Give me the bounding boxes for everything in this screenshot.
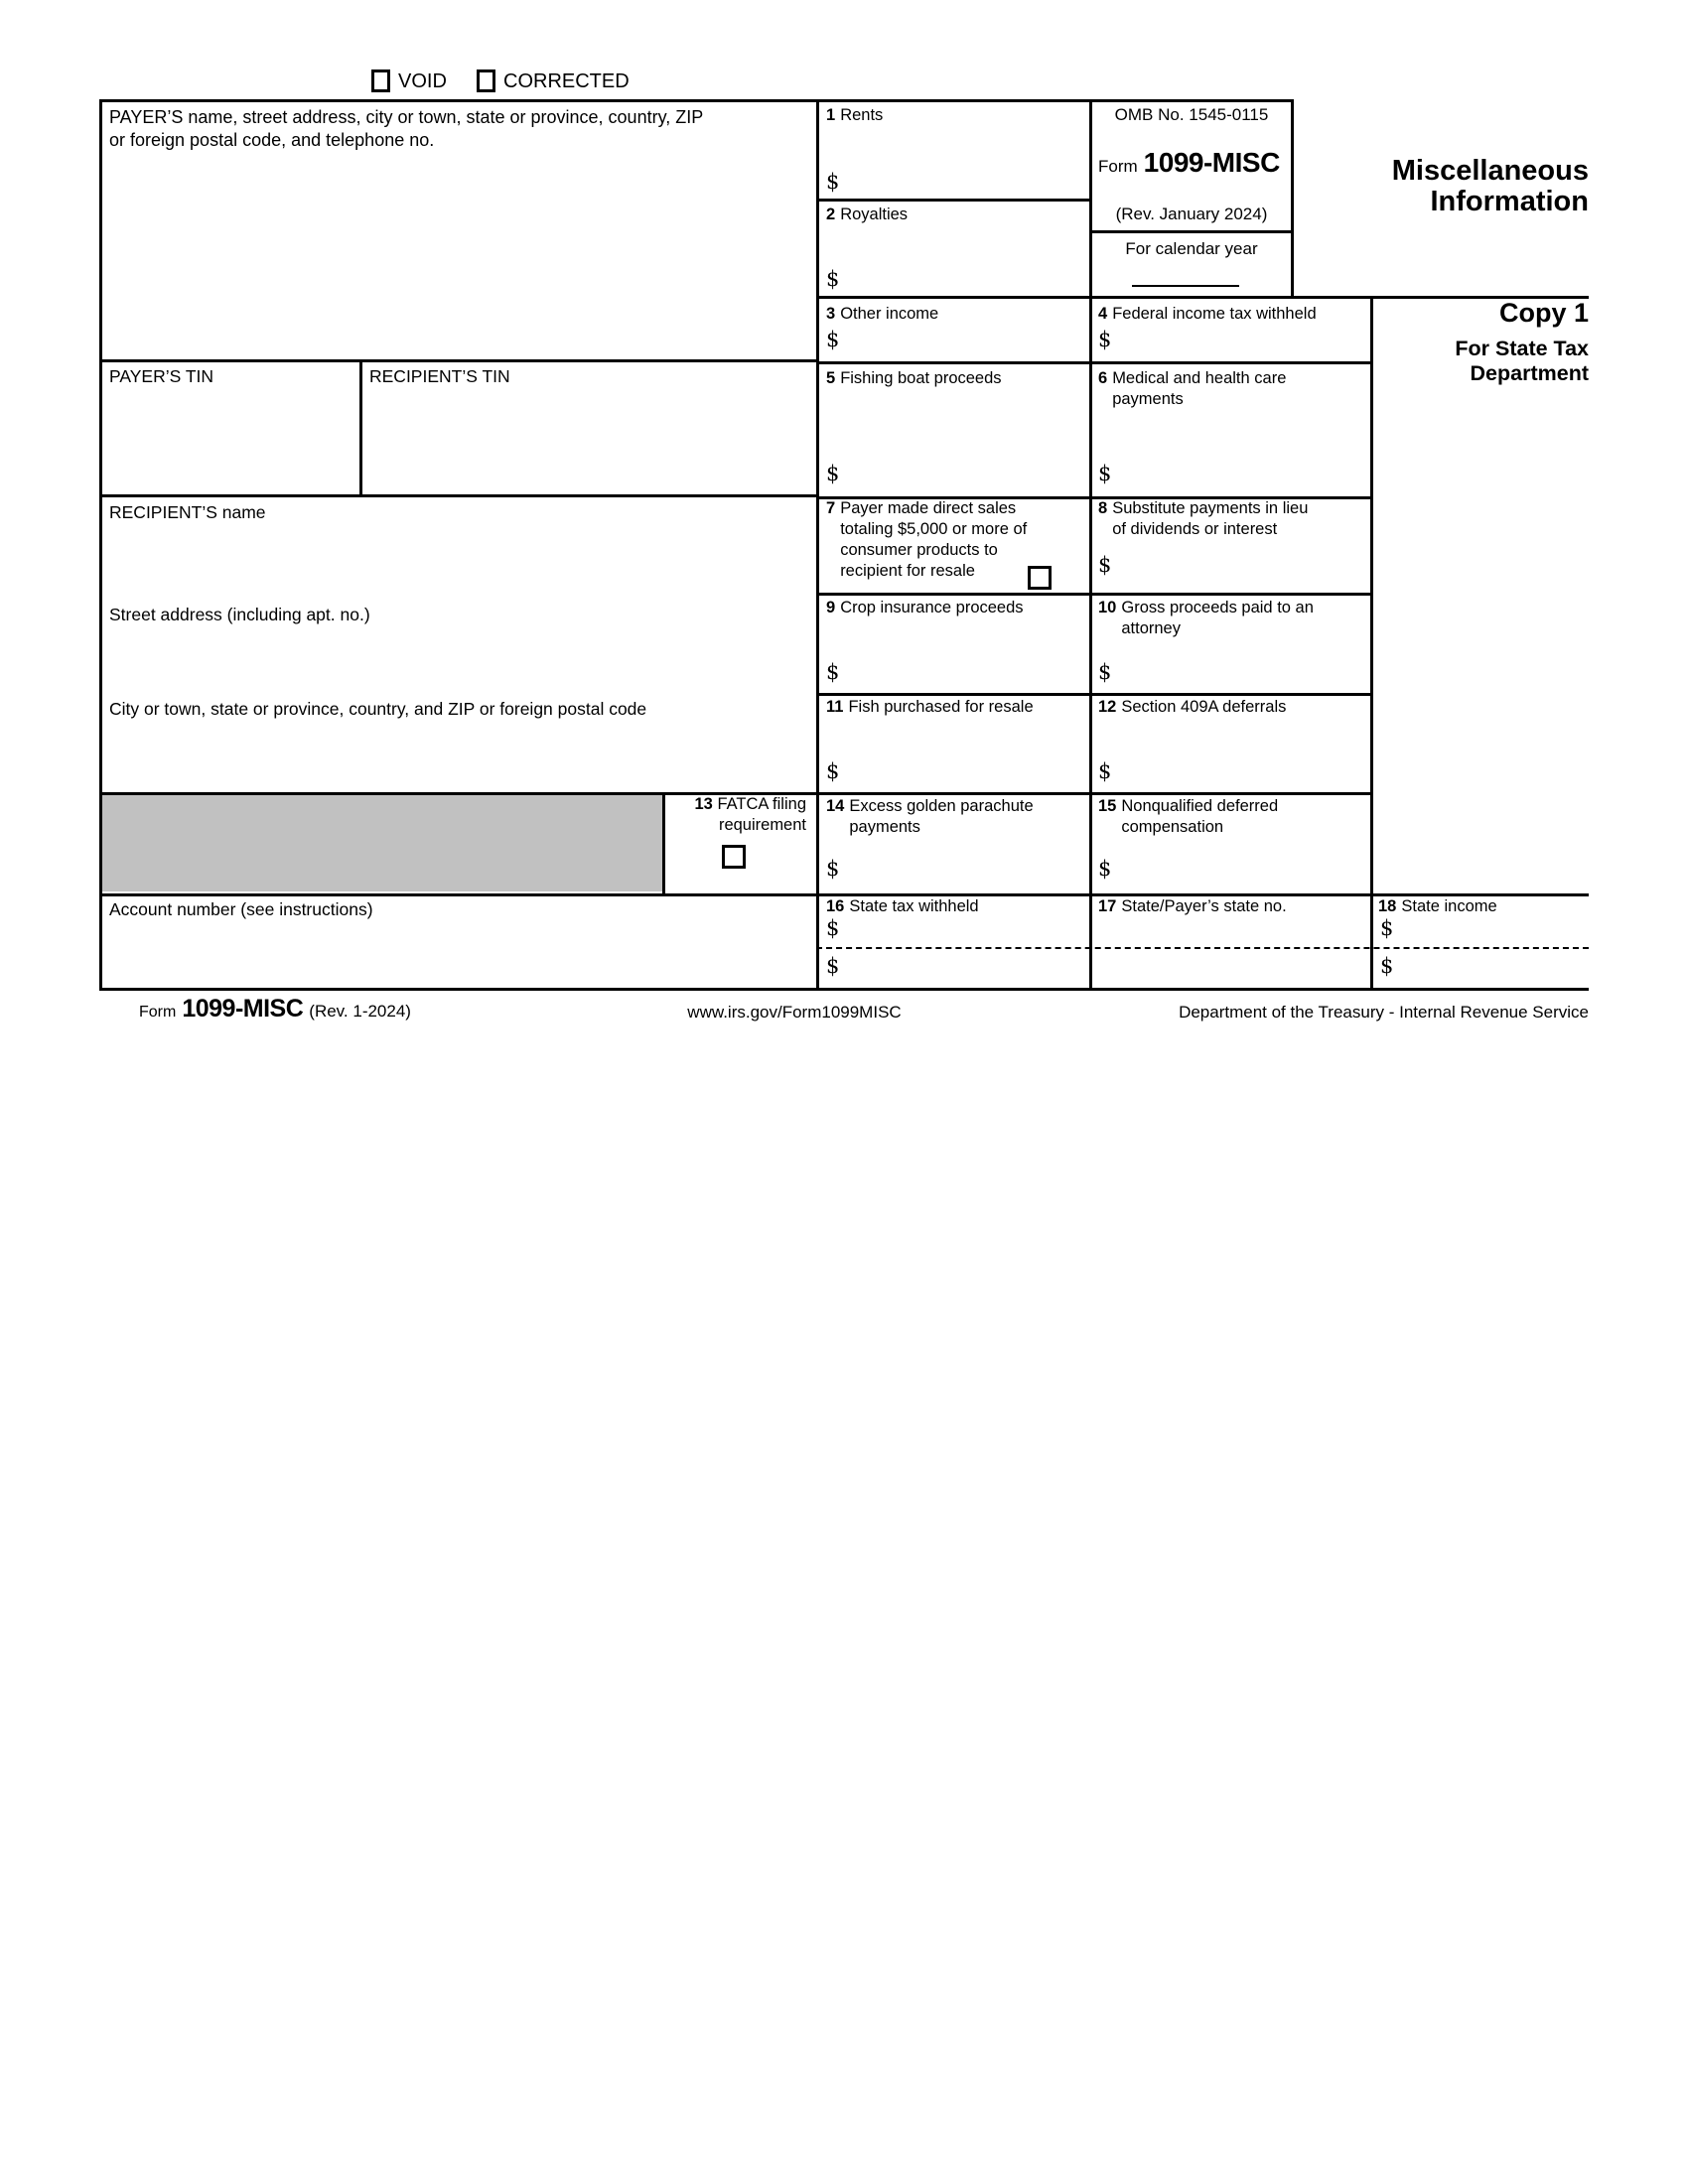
copy-audience-line1: For State Tax	[1455, 337, 1589, 360]
box-12-label: 12 Section 409A deferrals	[1098, 698, 1287, 716]
box-12-dollar-sign: $	[1098, 759, 1112, 783]
grid-line	[1370, 296, 1373, 991]
box-9-dollar-sign: $	[826, 660, 840, 684]
grid-line	[1089, 230, 1294, 233]
box-8-label: 8 Substitute payments in lieu of dividends or interest	[1098, 499, 1309, 538]
form-number-block	[1098, 147, 1280, 179]
box-18-dollar-sign-1: $	[1380, 916, 1394, 940]
payer-info-label: PAYER’S name, street address, city or town, state or province, country, ZIP or foreign postal code, and telephone no.	[109, 107, 703, 150]
copy-label: Copy 1	[1498, 298, 1589, 328]
recipient-name-label: RECIPIENT’S name	[109, 502, 266, 522]
box-11-label: 11 Fish purchased for resale	[826, 698, 1034, 716]
grid-line	[1291, 99, 1294, 299]
calendar-year-label: For calendar year	[1125, 239, 1258, 258]
state-row-dashed-line	[816, 947, 1589, 949]
box-10-dollar-sign: $	[1098, 660, 1112, 684]
corrected-checkbox[interactable]	[477, 69, 495, 92]
grid-line	[816, 693, 1373, 696]
revision-label: (Rev. January 2024)	[1115, 205, 1268, 223]
grid-line	[359, 359, 362, 497]
box-10-label: 10 Gross proceeds paid to an attorney	[1098, 599, 1314, 637]
city-label: City or town, state or province, country, and ZIP or foreign postal code	[109, 699, 647, 719]
footer-department: Department of the Treasury - Internal Revenue Service	[1179, 1003, 1589, 1022]
omb-number: OMB No. 1545-0115	[1114, 105, 1269, 124]
grid-line	[816, 361, 1373, 364]
street-address-label: Street address (including apt. no.)	[109, 605, 370, 624]
box-16-dollar-sign-2: $	[826, 954, 840, 978]
box-14-dollar-sign: $	[826, 857, 840, 881]
payer-tin-label: PAYER’S TIN	[109, 366, 214, 386]
box-16-label: 16 State tax withheld	[826, 897, 979, 915]
box-9-label: 9 Crop insurance proceeds	[826, 599, 1024, 616]
box-3-label: 3 Other income	[826, 305, 939, 323]
box-16-dollar-sign-1: $	[826, 916, 840, 940]
corrected-label: CORRECTED	[503, 70, 630, 92]
box-6-label: 6 Medical and health care payments	[1098, 369, 1287, 408]
box-7-label: 7 Payer made direct sales totaling $5,000 or more of consumer products to recipient for resale	[826, 499, 1028, 580]
recipient-tin-label: RECIPIENT’S TIN	[369, 366, 510, 386]
box-11-dollar-sign: $	[826, 759, 840, 783]
box-4-dollar-sign: $	[1098, 328, 1112, 351]
box-1-dollar-sign: $	[826, 170, 840, 194]
calendar-year-blank[interactable]	[1132, 285, 1239, 287]
grid-line	[816, 199, 1092, 202]
box-7-direct-sales-checkbox[interactable]	[1028, 566, 1052, 590]
form-number: 1099-MISC	[1143, 147, 1280, 178]
box-3-dollar-sign: $	[826, 328, 840, 351]
account-number-label: Account number (see instructions)	[109, 899, 373, 919]
box-15-dollar-sign: $	[1098, 857, 1112, 881]
grid-line	[99, 99, 102, 991]
box-17-label: 17 State/Payer’s state no.	[1098, 897, 1287, 915]
void-label: VOID	[398, 70, 447, 92]
box-5-dollar-sign: $	[826, 462, 840, 485]
form-word: Form	[1098, 157, 1138, 176]
box-18-dollar-sign-2: $	[1380, 954, 1394, 978]
box-4-label: 4 Federal income tax withheld	[1098, 305, 1317, 323]
box-5-label: 5 Fishing boat proceeds	[826, 369, 1002, 387]
footer-form-id: Form 1099-MISC (Rev. 1-2024)	[139, 995, 411, 1023]
footer-url: www.irs.gov/Form1099MISC	[687, 1003, 902, 1022]
copy-audience-line2: Department	[1470, 361, 1589, 385]
grid-line	[99, 359, 819, 362]
fatca-checkbox[interactable]	[722, 845, 746, 869]
box-2-dollar-sign: $	[826, 267, 840, 291]
box-8-dollar-sign: $	[1098, 553, 1112, 577]
grid-line	[99, 988, 1589, 991]
grid-line	[816, 99, 819, 991]
grid-line	[99, 99, 1294, 102]
box-18-label: 18 State income	[1378, 897, 1497, 915]
box-2-label: 2 Royalties	[826, 205, 909, 223]
grid-line	[816, 593, 1373, 596]
void-checkbox[interactable]	[371, 69, 390, 92]
box-6-dollar-sign: $	[1098, 462, 1112, 485]
form-title: Miscellaneous Information	[1391, 155, 1589, 217]
grid-line	[1089, 99, 1092, 991]
box-1-label: 1 Rents	[826, 106, 884, 124]
grid-line	[99, 494, 819, 497]
box-14-label: 14 Excess golden parachute payments	[826, 797, 1034, 836]
shaded-unused-area	[102, 795, 662, 891]
box-13-label: 13 FATCA filing requirement	[694, 795, 806, 834]
box-15-label: 15 Nonqualified deferred compensation	[1098, 797, 1279, 836]
